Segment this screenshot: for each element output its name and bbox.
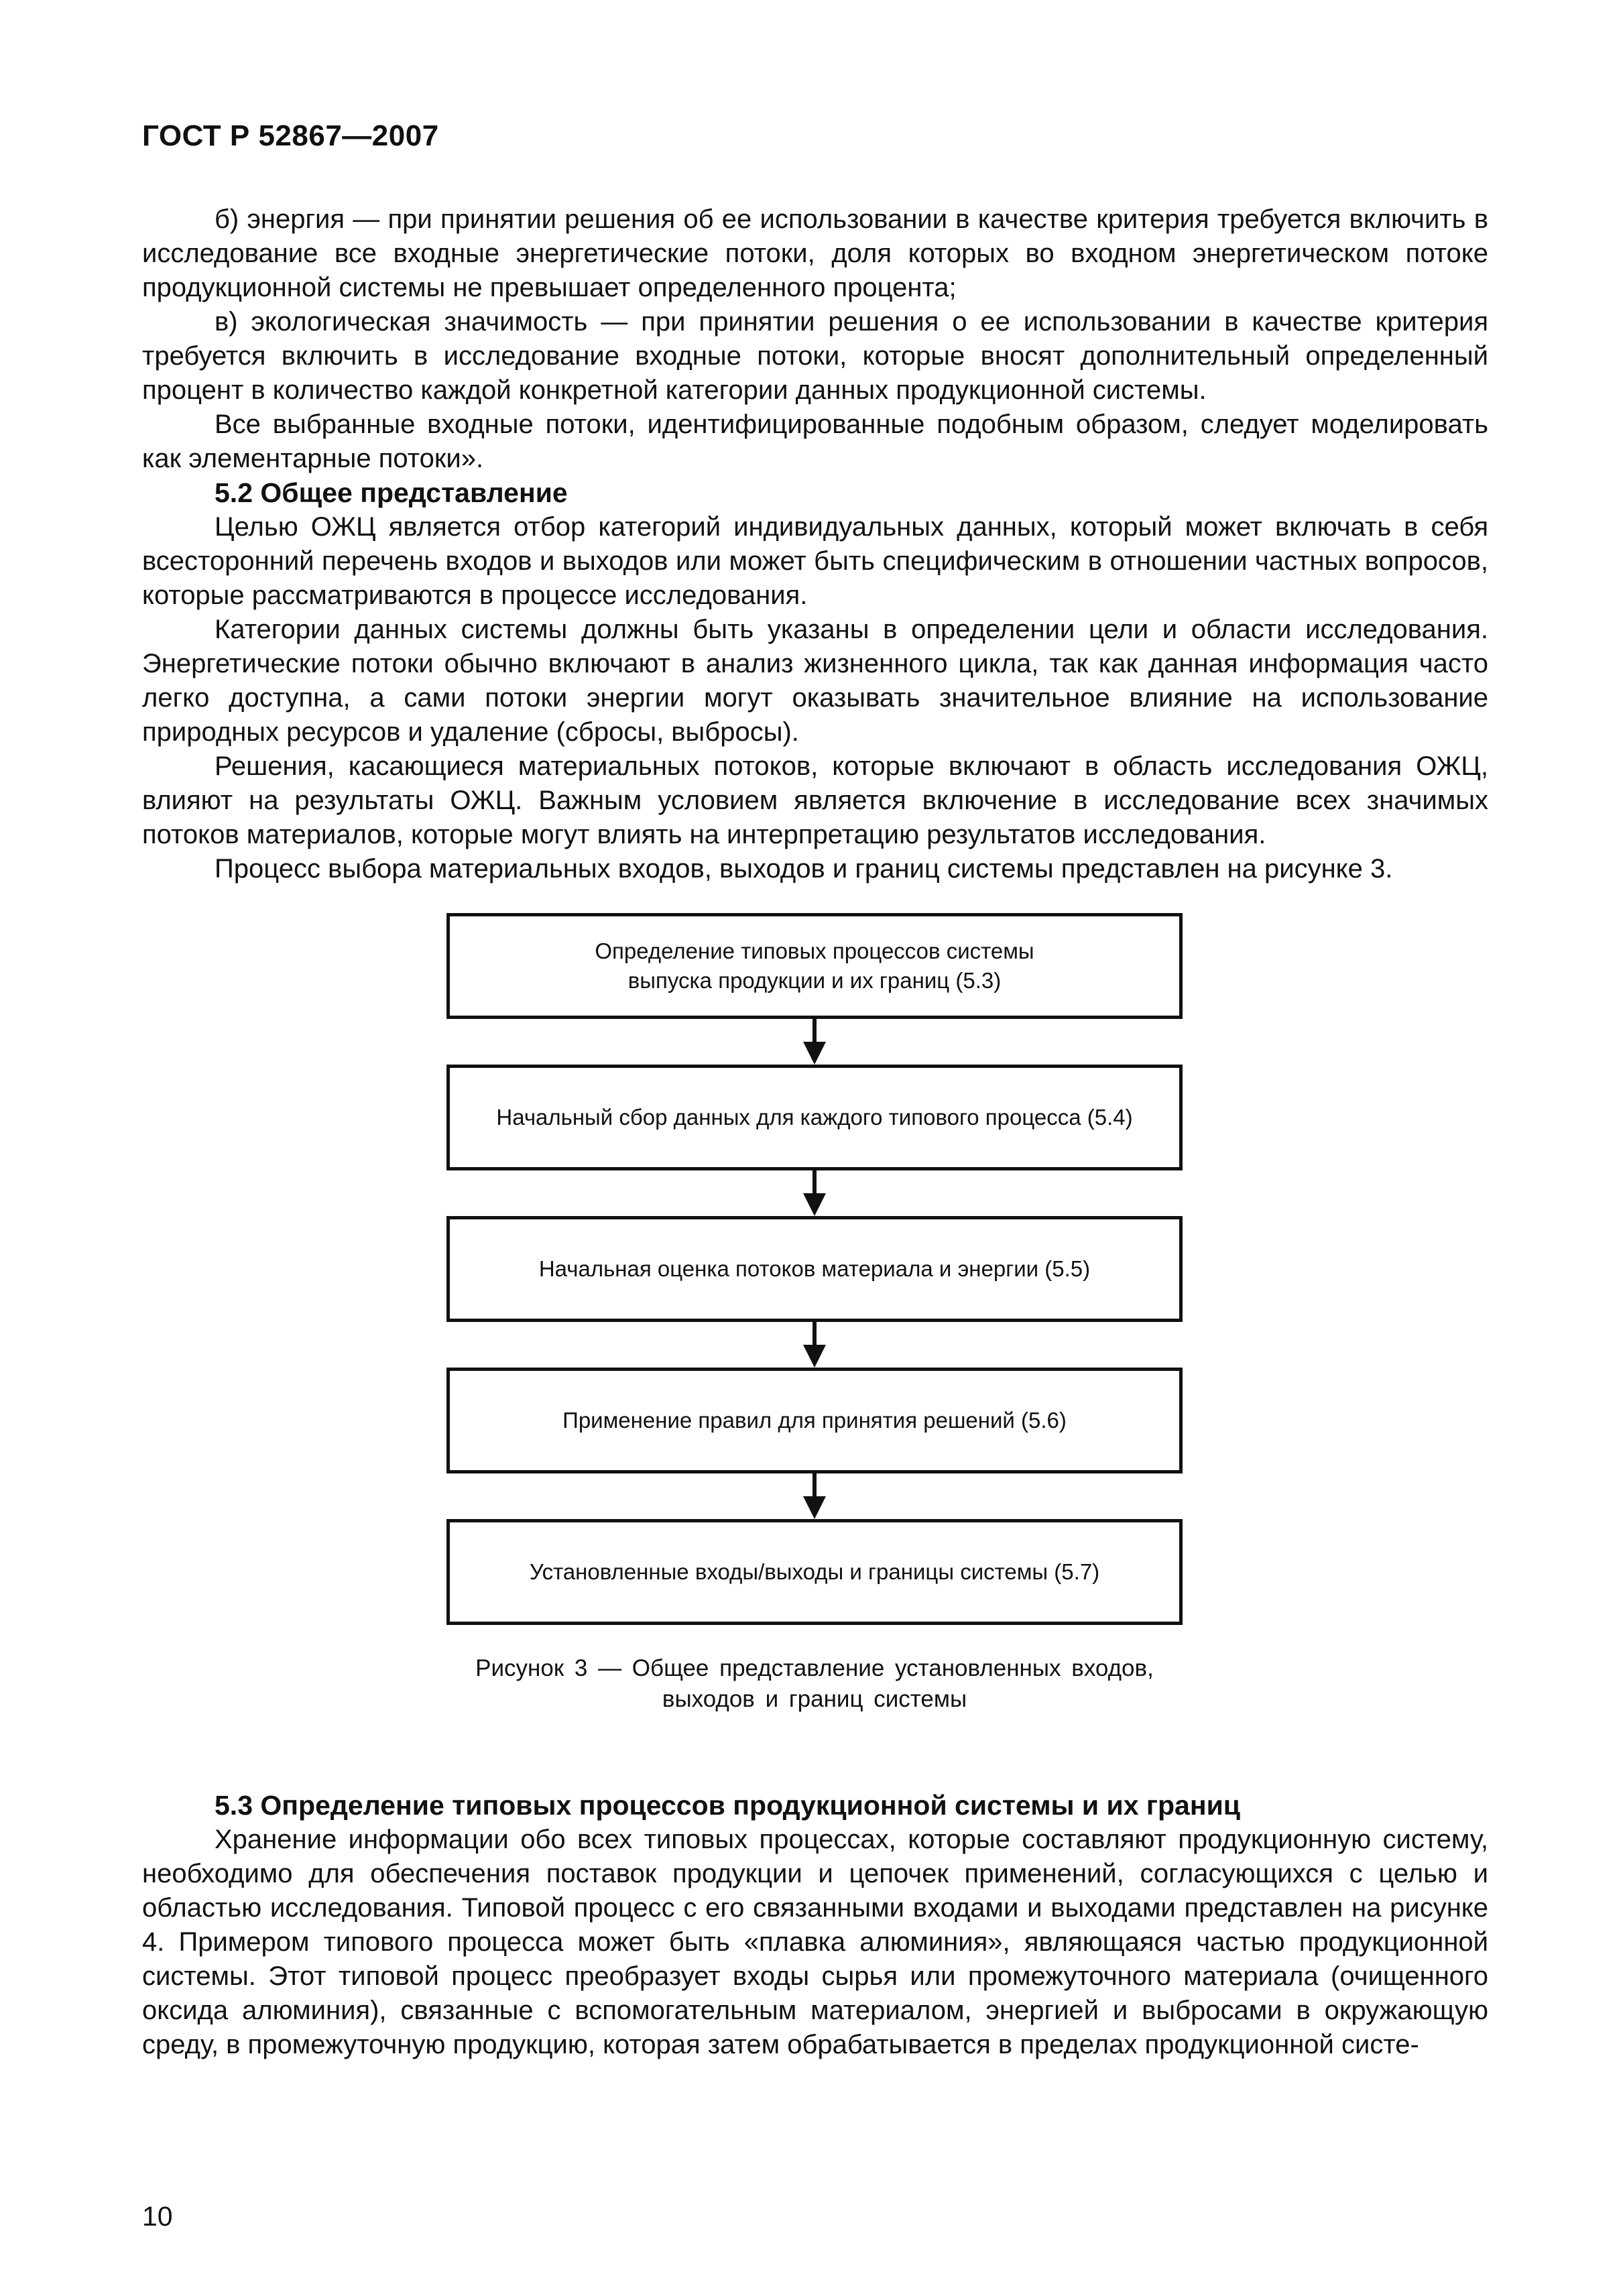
arrow-head-icon bbox=[803, 1496, 826, 1519]
section-heading-5-2: 5.2 Общее представление bbox=[215, 477, 568, 508]
arrow-head-icon bbox=[803, 1345, 826, 1368]
arrow-head-icon bbox=[803, 1042, 826, 1065]
paragraph: Категории данных системы должны быть указаны в определении цели и области исследования. Энергетические потоки обычно включают в анализ жизненного цикла, так как данная информация часто легко доступна, а сами потоки энергии могут оказывать значительное влияние на использование природных ресурсов и удаление (сбросы, выбросы). bbox=[142, 615, 1488, 747]
flow-arrow bbox=[813, 1170, 817, 1197]
page-number: 10 bbox=[142, 2201, 173, 2232]
flow-box-label: Начальная оценка потоков материала и энергии (5.5) bbox=[538, 1256, 1091, 1281]
flow-box-label: Начальный сбор данных для каждого типового процесса (5.4) bbox=[496, 1105, 1133, 1130]
paragraph: Все выбранные входные потоки, идентифицированные подобным образом, следует моделировать как элементарные потоки». bbox=[142, 410, 1488, 473]
paragraph: б) энергия — при принятии решения об ее использовании в качестве критерия требуется включить в исследование все входные энергетические потоки, доля которых во входном энергетическом потоке продукционной системы не превышает определенного процента; bbox=[142, 204, 1488, 302]
paragraph: Целью ОЖЦ является отбор категорий индивидуальных данных, который может включать в себя всесторонний перечень входов и выходов или может быть специфическим в отношении частных вопросов, которые рассматриваются в процессе исследования. bbox=[142, 512, 1488, 610]
flow-box-step-5 bbox=[446, 1519, 1183, 1625]
flow-arrow bbox=[813, 1473, 817, 1500]
flow-box-label: Определение типовых процессов системы выпуска продукции и их границ (5.3) bbox=[595, 939, 1034, 993]
flow-box-step-1 bbox=[446, 913, 1183, 1019]
flow-box-label: Применение правил для принятия решений (5.6) bbox=[562, 1408, 1067, 1433]
document-header: ГОСТ Р 52867—2007 bbox=[142, 119, 439, 152]
flow-box-step-4 bbox=[446, 1368, 1183, 1473]
flow-arrow bbox=[813, 1019, 817, 1046]
figure-caption: Рисунок 3 — Общее представление установленных входов, выходов и границ системы bbox=[475, 1655, 1154, 1712]
text-block-top bbox=[142, 202, 1488, 886]
paragraph: Решения, касающиеся материальных потоков, которые включают в область исследования ОЖЦ, влияют на результаты ОЖЦ. Важным условием является включение в исследование всех значимых потоков материалов, которые могут влиять на интерпретацию результатов исследования. bbox=[142, 751, 1488, 849]
paragraph: Хранение информации обо всех типовых процессах, которые составляют продукционную систему, необходимо для обеспечения поставок продукции и цепочек применений, согласующихся с целью и областью исследования. Типовой процесс с его связанными входами и выходами представлен на рисунке 4. Примером типового процесса может быть «плавка алюминия», являющаяся частью продукционной системы. Этот типовой процесс преобразует входы сырья или промежуточного материала (очищенного оксида алюминия), связанные с вспомогательным материалом, энергией и выбросами в окружающую среду, в промежуточную продукцию, которая затем обрабатывается в пределах продукционной систе- bbox=[142, 1825, 1488, 2059]
flow-arrow bbox=[813, 1322, 817, 1349]
paragraph: Процесс выбора материальных входов, выходов и границ системы представлен на рисунке 3. bbox=[215, 854, 1393, 884]
section-heading-5-3: 5.3 Определение типовых процессов продукционной системы и их границ bbox=[215, 1790, 1241, 1821]
paragraph: в) экологическая значимость — при принятии решения о ее использовании в качестве критерия требуется включить в исследование входные потоки, которые вносят дополнительный определенный процент в количество каждой конкретной категории данных продукционной системы. bbox=[142, 307, 1488, 405]
flow-box-step-2 bbox=[446, 1065, 1183, 1170]
text-block-bottom bbox=[142, 1789, 1488, 2062]
arrow-head-icon bbox=[803, 1193, 826, 1216]
flow-box-label: Установленные входы/выходы и границы системы (5.7) bbox=[529, 1559, 1100, 1584]
flow-box-step-3 bbox=[446, 1216, 1183, 1322]
